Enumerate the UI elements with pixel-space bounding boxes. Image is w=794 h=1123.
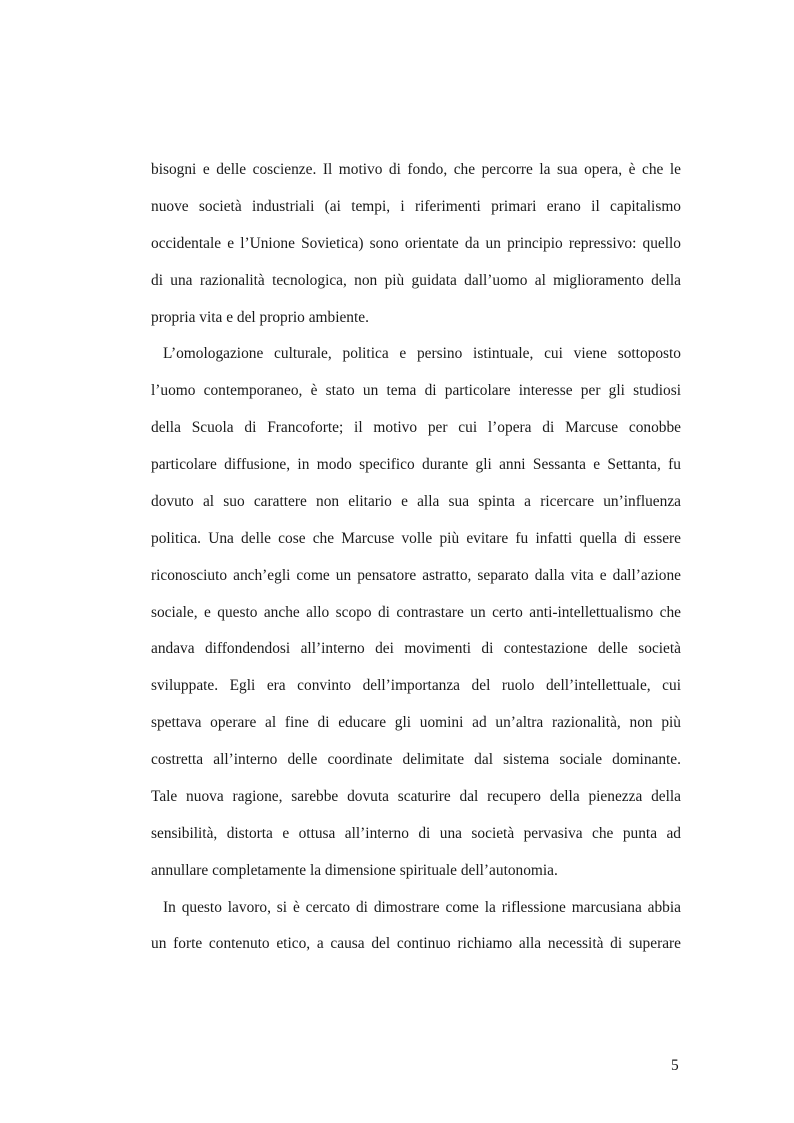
text-line-indent: In questo lavoro, si è cercato di dimostrare come la riflessione marcusiana abbia [163,898,681,916]
text-line: riconosciuto anch’egli come un pensatore astratto, separato dalla vita e dall’azione [151,566,681,584]
text-line: particolare diffusione, in modo specifico durante gli anni Sessanta e Settanta, fu [151,456,681,473]
text-line: bisogni e delle coscienze. Il motivo di fondo, che percorre la sua opera, è che le [151,161,681,178]
text-line: costretta all’interno delle coordinate delimitate dal sistema sociale dominante. [151,751,681,768]
text-line: di una razionalità tecnologica, non più guidata dall’uomo al miglioramento della [151,271,681,289]
text-line: dovuto al suo carattere non elitario e alla sua spinta a ricercare un’influenza [151,492,681,510]
page-number: 5 [671,1057,679,1074]
text-line: spettava operare al fine di educare gli uomini ad un’altra razionalità, non più [151,714,681,732]
text-line-last: annullare completamente la dimensione spirituale dell’autonomia. [151,861,558,879]
text-line: Tale nuova ragione, sarebbe dovuta scaturire dal recupero della pienezza della [151,787,681,805]
text-line: sviluppate. Egli era convinto dell’importanza del ruolo dell’intellettuale, cui [151,677,681,695]
text-line: nuove società industriali (ai tempi, i riferimenti primari erano il capitalismo [151,197,681,215]
text-line-last: propria vita e del proprio ambiente. [151,308,369,326]
text-line: occidentale e l’Unione Sovietica) sono orientate da un principio repressivo: quello [151,234,681,252]
text-line-indent: L’omologazione culturale, politica e persino istintuale, cui viene sottoposto [163,345,681,363]
text-line: sociale, e questo anche allo scopo di contrastare un certo anti-intellettualismo che [151,603,681,621]
text-line: sensibilità, distorta e ottusa all’interno di una società pervasiva che punta ad [151,824,681,842]
text-line: andava diffondendosi all’interno dei movimenti di contestazione delle società [151,640,681,658]
text-line: della Scuola di Francoforte; il motivo per cui l’opera di Marcuse conobbe [151,419,681,437]
text-line: l’uomo contemporaneo, è stato un tema di particolare interesse per gli studiosi [151,382,681,400]
text-line: politica. Una delle cose che Marcuse volle più evitare fu infatti quella di essere [151,529,681,547]
text-line: un forte contenuto etico, a causa del continuo richiamo alla necessità di superare [151,935,681,953]
body-text [151,152,681,963]
